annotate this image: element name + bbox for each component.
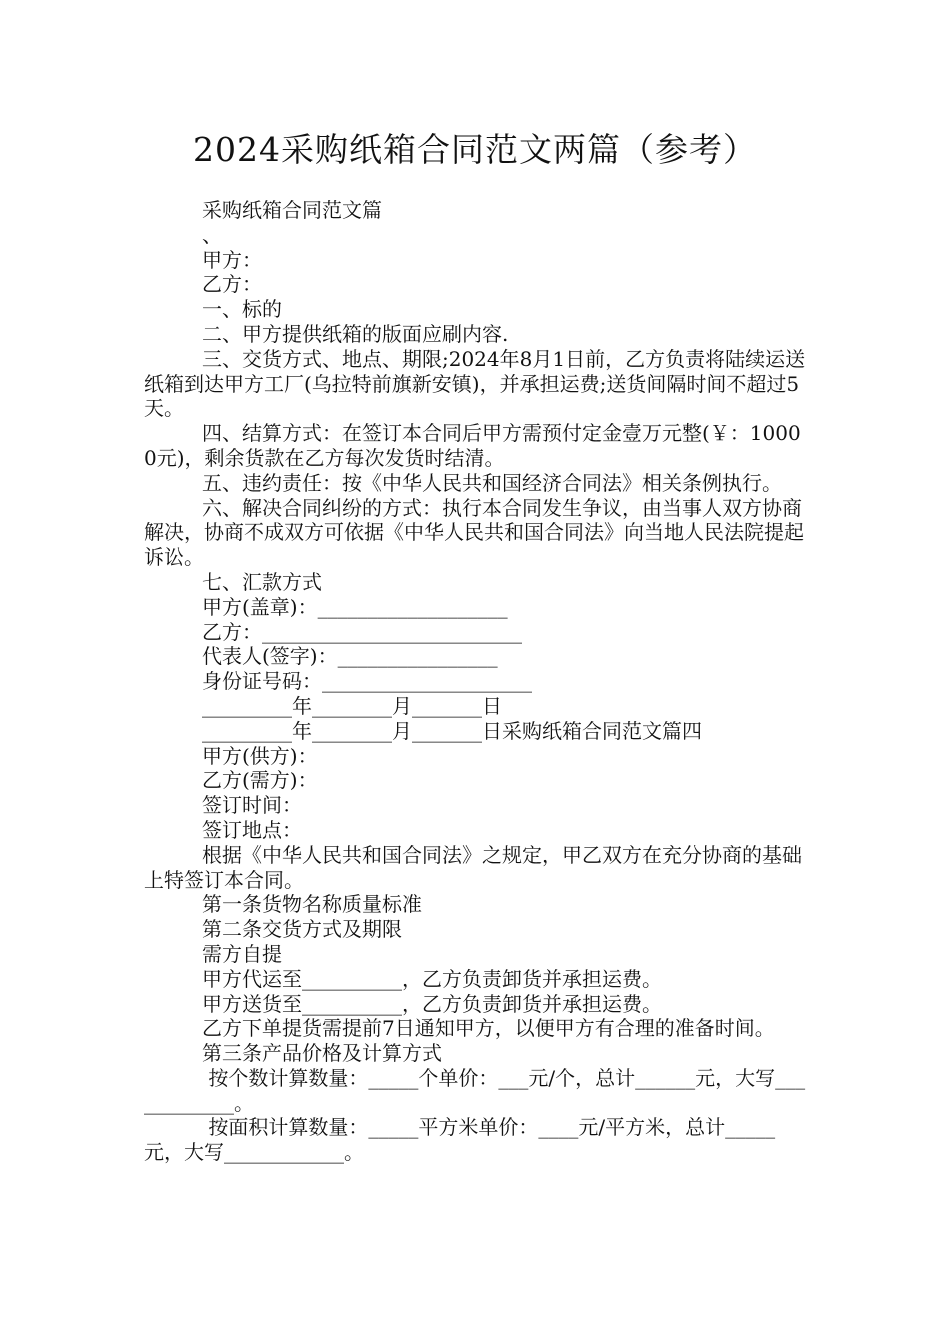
signing-place-line: 签订地点： <box>202 817 302 842</box>
buyer-line: 乙方(需方)： <box>202 768 318 793</box>
clause-3: 三、交货方式、地点、期限;2024年8月1日前，乙方负责将陆续运送纸箱到达甲方工厂(乌拉特前旗新安镇)，并承担运费;送货间隔时间不超过5天。 <box>144 346 806 421</box>
date-line-1: _________年________月_______日 <box>202 693 502 718</box>
self-pickup-line: 需方自提 <box>202 941 282 966</box>
section-heading: 采购纸箱合同范文篇 <box>202 198 382 222</box>
area-pricing-line: 按面积计算数量：_____平方米单价：____元/平方米，总计_____元，大写____________。 <box>144 1115 776 1165</box>
party-b-line: 乙方： <box>202 272 262 297</box>
article-3-heading: 第三条产品价格及计算方式 <box>202 1041 442 1066</box>
clause-6: 六、解决合同纠纷的方式：执行本合同发生争议，由当事人双方协商解决，协商不成双方可依据《中华人民共和国合同法》向当地人民法院提起诉讼。 <box>144 495 804 570</box>
id-number-line: 身份证号码：_____________________ <box>202 669 532 694</box>
representative-signature-line: 代表人(签字)：________________ <box>202 644 498 669</box>
party-a-line: 甲方： <box>202 247 262 272</box>
count-pricing-line: 按个数计算数量：_____个单价：___元/个，总计______元，大写____________。 <box>144 1065 806 1115</box>
clause-5: 五、违约责任：按《中华人民共和国经济合同法》相关条例执行。 <box>202 470 782 495</box>
article-1-heading: 第一条货物名称质量标准 <box>202 892 422 917</box>
clause-1: 一、标的 <box>202 297 282 322</box>
article-2-heading: 第二条交货方式及期限 <box>202 917 402 942</box>
clause-2: 二、甲方提供纸箱的版面应刷内容. <box>202 321 509 346</box>
punctuation-line: 、 <box>202 222 222 247</box>
clause-4: 四、结算方式：在签订本合同后甲方需预付定金壹万元整(￥：10000元)，剩余货款在乙方每次发货时结清。 <box>144 421 801 470</box>
document-title: 2024采购纸箱合同范文两篇（参考） <box>193 130 757 169</box>
preamble-paragraph: 根据《中华人民共和国合同法》之规定，甲乙双方在充分协商的基础上特签订本合同。 <box>144 842 802 892</box>
party-a-seal-line: 甲方(盖章)：___________________ <box>202 594 508 619</box>
notice-paragraph: 乙方下单提货需提前7日通知甲方，以便甲方有合理的准备时间。 <box>202 1016 775 1041</box>
signing-time-line: 签订时间： <box>202 793 302 818</box>
party-b-signature-line: 乙方：__________________________ <box>202 619 522 644</box>
delivery-option-2: 甲方送货至__________，乙方负责卸货并承担运费。 <box>202 991 662 1016</box>
clause-7: 七、汇款方式 <box>202 569 322 594</box>
date-line-2: _________年________月_______日采购纸箱合同范文篇四 <box>202 718 702 743</box>
delivery-option-1: 甲方代运至__________，乙方负责卸货并承担运费。 <box>202 966 662 991</box>
document-body <box>144 198 810 1165</box>
supplier-line: 甲方(供方)： <box>202 743 318 768</box>
